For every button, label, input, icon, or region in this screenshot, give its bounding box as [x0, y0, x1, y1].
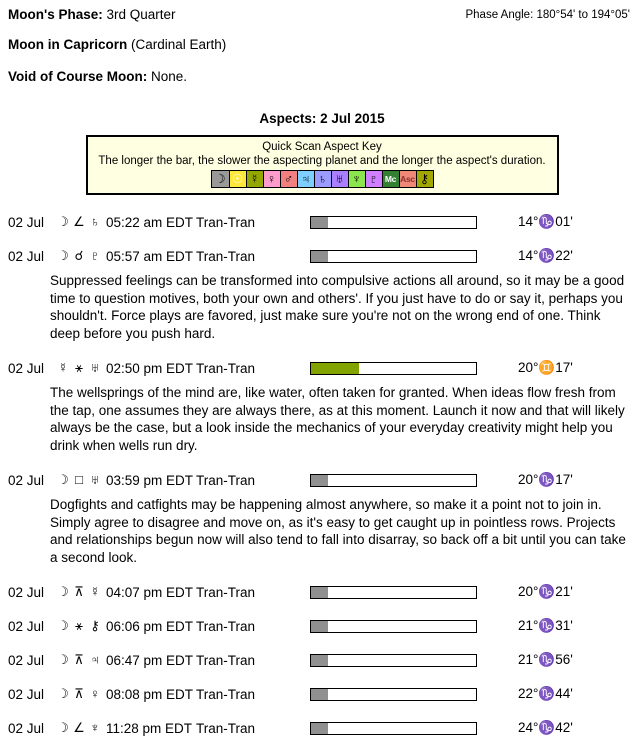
moon-sign-value: (Cardinal Earth) — [131, 37, 227, 52]
moons-phase-value: 3rd Quarter — [106, 7, 176, 22]
duration-bar — [310, 216, 477, 229]
planet1-glyph: ☽ — [57, 214, 69, 229]
aspect-degree: 14°♑01' — [518, 214, 573, 229]
aspect-interpretation: The wellsprings of the mind are, like water, often taken for granted. When ideas flow fresh from the tap, one assumes they are always there, as at this moment. Launch it now and that will likely always be the case, but a look inside the mechanics of your everyday creativity might help you drink when wells run dry. — [50, 385, 625, 453]
aspect-degree: 20°♑17' — [518, 472, 573, 487]
planet2-glyph: ♀ — [90, 686, 100, 701]
aspect-time: 11:28 pm EDT — [106, 720, 193, 736]
aspect-time: 02:50 pm EDT — [106, 360, 194, 376]
duration-bar-fill — [311, 363, 359, 374]
aspect-type: Tran-Tran — [196, 618, 256, 634]
aspect-type: Tran-Tran — [196, 686, 256, 702]
aspect-row — [0, 358, 644, 378]
quick-scan-aspect-key — [86, 135, 559, 195]
aspect-date: 02 Jul — [8, 214, 45, 230]
aspect-time: 05:22 am EDT — [106, 214, 194, 230]
aspect-date: 02 Jul — [8, 472, 45, 488]
aspect-glyph: □ — [75, 472, 83, 487]
aspect-date: 02 Jul — [8, 686, 45, 702]
planet-glyph-strip — [211, 170, 434, 188]
aspect-glyph: ⚹ — [75, 360, 83, 375]
duration-bar — [310, 654, 477, 667]
moon-sign-line — [8, 37, 636, 52]
aspect-time: 04:07 pm EDT — [106, 584, 194, 600]
aspect-glyphs — [55, 584, 106, 600]
duration-bar-fill — [311, 655, 328, 666]
planet2-glyph: ♅ — [90, 472, 100, 487]
duration-bar — [310, 586, 477, 599]
uranus-icon: ♅ — [331, 171, 348, 187]
aspect-degree: 20°♊17' — [518, 360, 573, 375]
planet1-glyph: ☿ — [58, 360, 68, 375]
void-of-course-label: Void of Course Moon: — [8, 69, 148, 84]
aspect-degree: 14°♑22' — [518, 248, 573, 263]
aspect-interpretation: Dogfights and catfights may be happening almost anywhere, so make it a point not to join in. Simply agree to disagree and move on, as it's easy to get caught up in pointless rows. Projects and relationships begun now will also tend to fall into disarray, so back off a bit until you can take a second look. — [50, 497, 626, 565]
aspect-glyph: ⊼ — [74, 584, 84, 599]
aspect-glyphs — [55, 720, 106, 736]
planet1-glyph: ☽ — [57, 618, 69, 633]
aspect-time: 06:06 pm EDT — [106, 618, 194, 634]
planet1-glyph: ☽ — [57, 686, 69, 701]
phase-angle-line — [465, 7, 636, 21]
duration-bar-fill — [311, 723, 328, 734]
aspect-glyph: ☌ — [74, 248, 84, 263]
aspect-row — [0, 470, 644, 490]
aspect-type: Tran-Tran — [196, 214, 256, 230]
aspect-date: 02 Jul — [8, 584, 45, 600]
aspect-degree: 21°♑56' — [518, 652, 573, 667]
aspect-row — [0, 684, 644, 704]
aspect-time: 05:57 am EDT — [106, 248, 194, 264]
duration-bar-fill — [311, 217, 328, 228]
aspect-list — [0, 212, 644, 738]
aspect-row — [0, 582, 644, 602]
moons-phase-line — [8, 7, 176, 22]
venus-icon: ♀ — [263, 171, 280, 187]
planet2-glyph: ⚷ — [90, 618, 100, 633]
planet2-glyph: ♆ — [90, 720, 100, 735]
moon-sign-label: Moon in Capricorn — [8, 37, 128, 52]
key-title: Quick Scan Aspect Key — [262, 141, 382, 153]
planet2-glyph: ♃ — [90, 652, 100, 667]
midheaven-icon: Mc — [382, 171, 399, 187]
pluto-icon: ♇ — [365, 171, 382, 187]
sun-icon: ☉ — [229, 171, 246, 187]
saturn-icon: ♄ — [314, 171, 331, 187]
planet1-glyph: ☽ — [57, 248, 69, 263]
aspect-glyphs — [55, 360, 106, 376]
neptune-icon: ♆ — [348, 171, 365, 187]
aspect-date: 02 Jul — [8, 360, 45, 376]
mars-icon: ♂ — [280, 171, 297, 187]
aspect-glyphs — [55, 618, 106, 634]
aspect-glyphs — [55, 652, 106, 668]
aspect-type: Tran-Tran — [196, 584, 256, 600]
duration-bar-fill — [311, 587, 328, 598]
aspect-date: 02 Jul — [8, 618, 45, 634]
page-title: Aspects: 2 Jul 2015 — [259, 111, 385, 126]
duration-bar-fill — [311, 475, 328, 486]
phase-angle-value: 180°54' to 194°05' — [536, 9, 630, 21]
aspect-degree: 20°♑21' — [518, 584, 573, 599]
duration-bar — [310, 688, 477, 701]
aspect-type: Tran-Tran — [196, 652, 256, 668]
aspect-row — [0, 616, 644, 636]
ascendant-icon: Asc — [399, 171, 416, 187]
aspect-date: 02 Jul — [8, 720, 45, 736]
aspect-row — [0, 650, 644, 670]
aspect-glyphs — [55, 248, 106, 264]
void-of-course-line — [8, 69, 636, 84]
aspect-degree: 24°♑42' — [518, 720, 573, 735]
aspect-date: 02 Jul — [8, 248, 45, 264]
aspect-row — [0, 212, 644, 232]
aspect-row — [0, 718, 644, 738]
duration-bar-fill — [311, 689, 328, 700]
aspect-type: Tran-Tran — [196, 248, 256, 264]
aspect-interpretation: Suppressed feelings can be transformed into compulsive actions all around, so it may be a good time to question motives, both your own and others'. If you just have to do or say it, perhaps you shouldn't. Force plays are favored, just make sure you're not on the wrong end of one. Think deep before you push hard. — [50, 273, 625, 341]
duration-bar — [310, 362, 477, 375]
planet1-glyph: ☽ — [57, 584, 69, 599]
aspect-type: Tran-Tran — [196, 360, 256, 376]
planet1-glyph: ☽ — [57, 652, 69, 667]
planet2-glyph: ♄ — [90, 214, 100, 229]
aspect-glyphs — [55, 214, 106, 230]
moon-icon: ☽ — [212, 171, 229, 187]
aspect-glyph: ∠ — [73, 214, 85, 229]
report-header — [0, 0, 644, 84]
aspect-time: 08:08 pm EDT — [106, 686, 194, 702]
aspect-type: Tran-Tran — [196, 720, 256, 736]
aspect-date: 02 Jul — [8, 652, 45, 668]
moons-phase-label: Moon's Phase: — [8, 7, 103, 22]
planet2-glyph: ♅ — [90, 360, 100, 375]
aspect-time: 06:47 pm EDT — [106, 652, 194, 668]
phase-angle-label: Phase Angle: — [465, 9, 534, 21]
planet1-glyph: ☽ — [57, 720, 69, 735]
planet2-glyph: ☿ — [90, 584, 100, 599]
duration-bar-fill — [311, 251, 328, 262]
duration-bar — [310, 722, 477, 735]
duration-bar — [310, 620, 477, 633]
mercury-icon: ☿ — [246, 171, 263, 187]
aspect-glyph: ⊼ — [74, 686, 84, 701]
aspect-glyph: ∠ — [73, 720, 85, 735]
aspect-glyphs — [55, 472, 106, 488]
duration-bar — [310, 474, 477, 487]
chiron-icon: ⚷ — [416, 171, 433, 187]
aspect-type: Tran-Tran — [196, 472, 256, 488]
aspect-glyph: ⚹ — [75, 618, 83, 633]
aspect-row — [0, 246, 644, 266]
aspect-glyphs — [55, 686, 106, 702]
aspect-time: 03:59 pm EDT — [106, 472, 194, 488]
planet1-glyph: ☽ — [57, 472, 69, 487]
planet2-glyph: ♇ — [90, 248, 100, 263]
aspect-degree: 22°♑44' — [518, 686, 573, 701]
jupiter-icon: ♃ — [297, 171, 314, 187]
key-description: The longer the bar, the slower the aspecting planet and the longer the aspect's duration. — [98, 155, 546, 167]
duration-bar-fill — [311, 621, 328, 632]
void-of-course-value: None. — [151, 69, 188, 84]
duration-bar — [310, 250, 477, 263]
aspect-degree: 21°♑31' — [518, 618, 573, 633]
aspect-glyph: ⊼ — [74, 652, 84, 667]
